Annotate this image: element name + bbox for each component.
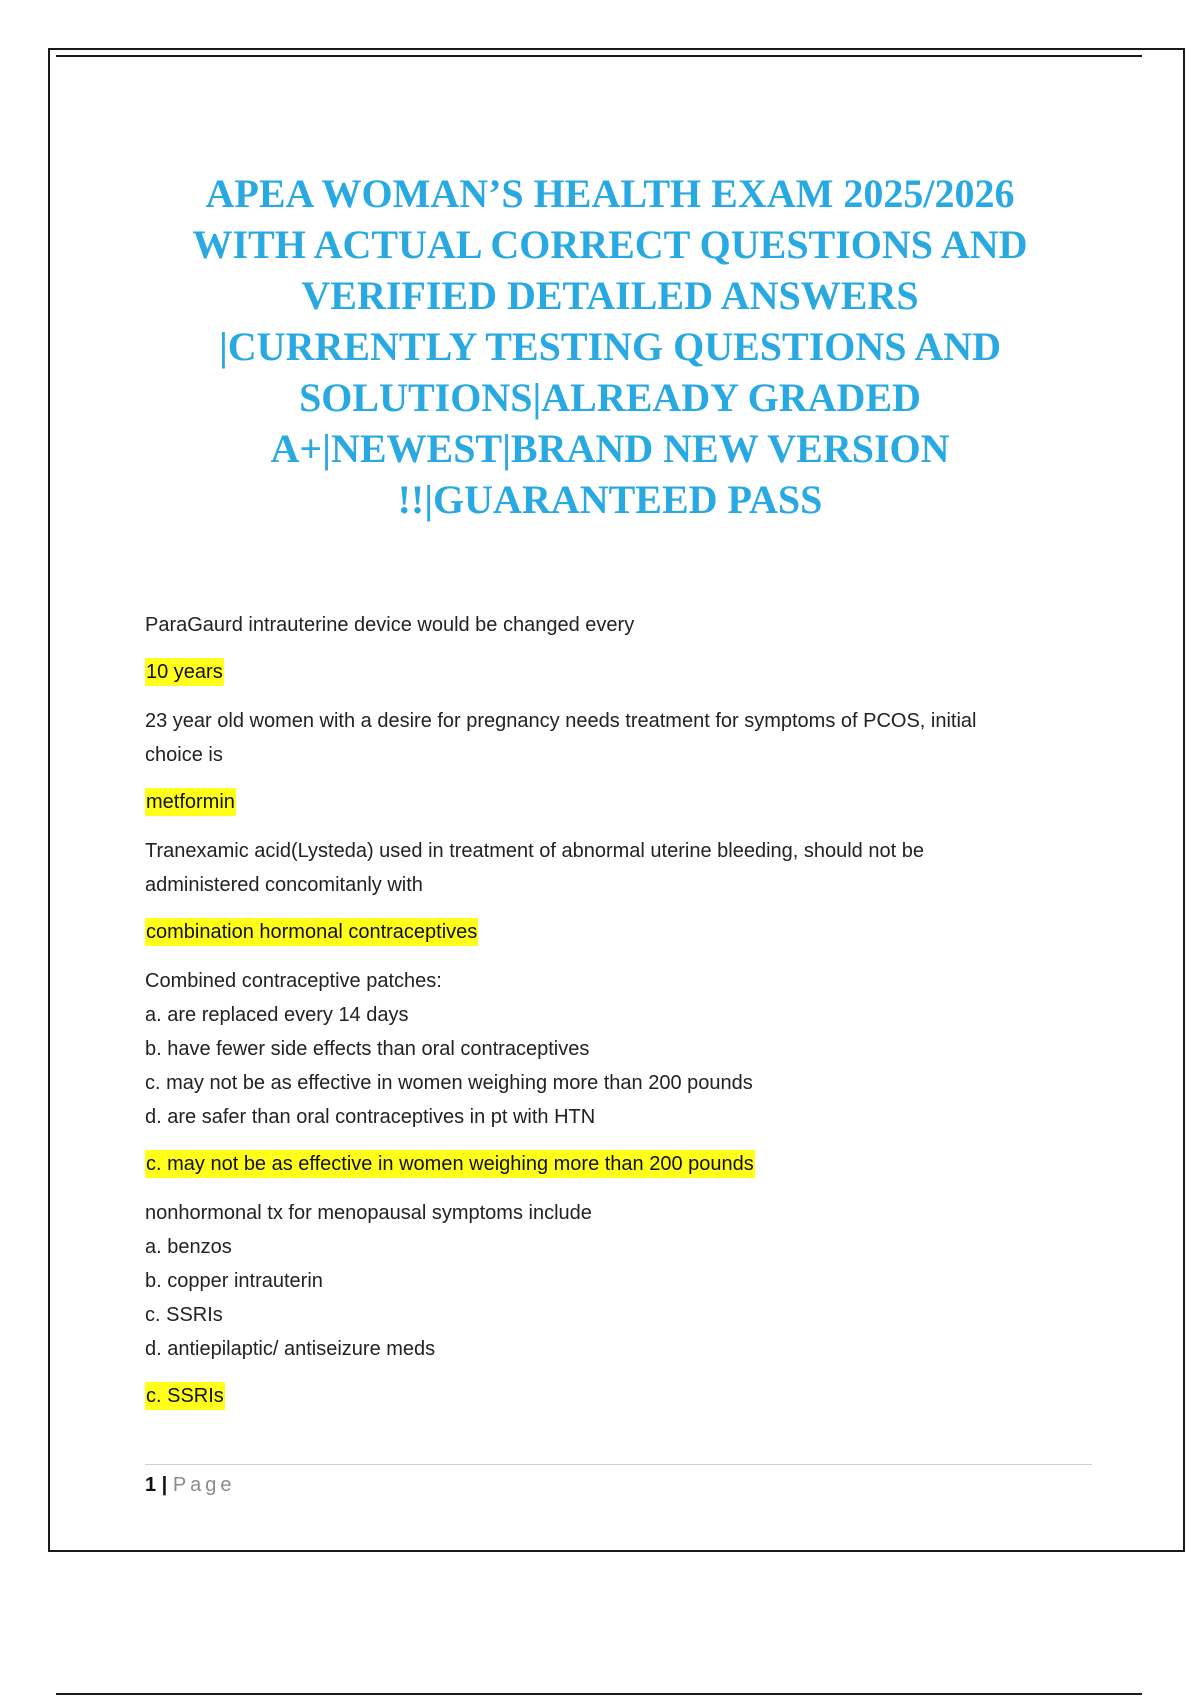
title-line: WITH ACTUAL CORRECT QUESTIONS AND (192, 222, 1028, 267)
title-line: !!|GUARANTEED PASS (397, 477, 823, 522)
question-text: administered concomitanly with (145, 874, 423, 896)
question-text: choice is (145, 744, 223, 766)
highlighted-answer: 10 years (145, 658, 224, 686)
top-rule (56, 55, 1142, 57)
question-text: ParaGaurd intrauterine device would be changed every (145, 614, 635, 636)
answer-option: c. may not be as effective in women weighing more than 200 pounds (145, 1072, 753, 1094)
title-line: SOLUTIONS|ALREADY GRADED (299, 375, 921, 420)
answer-option: c. SSRIs (145, 1304, 223, 1326)
highlighted-answer: c. may not be as effective in women weighing more than 200 pounds (145, 1150, 755, 1178)
highlighted-answer: metformin (145, 788, 236, 816)
answer-option: d. antiepilaptic/ antiseizure meds (145, 1338, 436, 1360)
page-number: 1 (145, 1474, 157, 1496)
qa-content (145, 608, 1095, 1428)
answer-option: d. are safer than oral contraceptives in pt with HTN (145, 1106, 596, 1128)
question-text: Tranexamic acid(Lysteda) used in treatment of abnormal uterine bleeding, should not be (145, 840, 924, 862)
qa-item (145, 1196, 1095, 1412)
bottom-rule (56, 1693, 1142, 1695)
page-separator: | (156, 1474, 173, 1496)
qa-item (145, 704, 1095, 818)
highlighted-answer: c. SSRIs (145, 1382, 225, 1410)
highlighted-answer: combination hormonal contraceptives (145, 918, 478, 946)
footer-rule (145, 1464, 1092, 1465)
page-label: Page (172, 1474, 236, 1496)
answer-option: b. have fewer side effects than oral contraceptives (145, 1038, 590, 1060)
answer-option: a. are replaced every 14 days (145, 1004, 409, 1026)
answer-option: a. benzos (145, 1236, 232, 1258)
question-text: nonhormonal tx for menopausal symptoms include (145, 1202, 592, 1224)
title-line: VERIFIED DETAILED ANSWERS (301, 273, 919, 318)
qa-item (145, 964, 1095, 1180)
question-text: Combined contraceptive patches: (145, 970, 442, 992)
qa-item (145, 608, 1095, 688)
document-title (110, 168, 1110, 525)
title-line: APEA WOMAN’S HEALTH EXAM 2025/2026 (205, 171, 1015, 216)
page-footer (145, 1470, 236, 1500)
title-line: A+|NEWEST|BRAND NEW VERSION (270, 426, 950, 471)
question-text: 23 year old women with a desire for pregnancy needs treatment for symptoms of PCOS, initial (145, 710, 977, 732)
qa-item (145, 834, 1095, 948)
answer-option: b. copper intrauterin (145, 1270, 323, 1292)
title-line: |CURRENTLY TESTING QUESTIONS AND (218, 324, 1001, 369)
